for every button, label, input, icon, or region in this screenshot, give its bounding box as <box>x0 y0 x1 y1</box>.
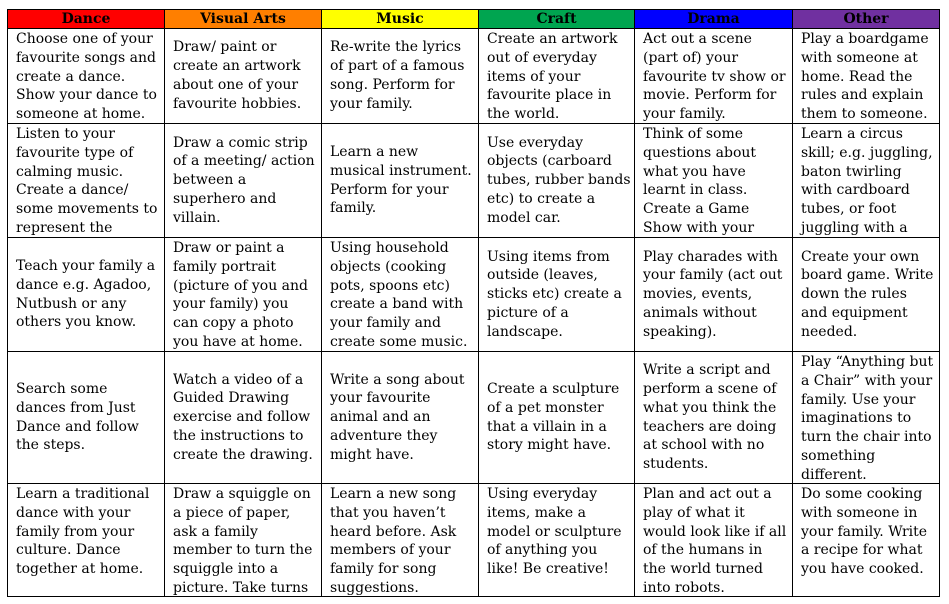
activity-grid <box>7 9 940 597</box>
cell-visual-arts-1 <box>165 29 322 124</box>
cell-music-5: Learn a new song that you haven’t heard before. Ask members of your family for song suggestions. <box>322 484 479 597</box>
cell-text: Listen to your favourite type of calming music. Create a dance/ some movements to represent the <box>16 126 158 236</box>
cell-text: Using items from outside (leaves, sticks etc) create a picture of a landscape. <box>487 248 622 340</box>
cell-craft-2 <box>479 124 635 238</box>
cell-text: Create your own board game. Write down the rules and equipment needed. <box>801 248 934 340</box>
cell-dance-1: Choose one of your favourite songs and create a dance. Show your dance to someone at home. <box>8 29 165 124</box>
cell-other-2: Learn a circus skill; e.g. juggling, baton twirling with cardboard tubes, or foot juggling with a <box>793 124 940 238</box>
cell-drama-2: Think of some questions about what you have learnt in class. Create a Game Show with your <box>635 124 793 238</box>
header-drama: Drama <box>635 10 793 29</box>
cell-dance-4 <box>8 352 165 484</box>
header-visual-arts: Visual Arts <box>165 10 322 29</box>
header-music: Music <box>322 10 479 29</box>
cell-text: Use everyday objects (carboard tubes, rubber bands etc) to create a model car. <box>487 134 631 226</box>
cell-drama-5: Plan and act out a play of what it would look like if all of the humans in the world turned into robots. <box>635 484 793 597</box>
header-craft: Craft <box>479 10 635 29</box>
cell-drama-4 <box>635 352 793 484</box>
header-dance: Dance <box>8 10 165 29</box>
cell-visual-arts-2 <box>165 124 322 238</box>
cell-dance-5: Learn a traditional dance with your family from your culture. Dance together at home. <box>8 484 165 597</box>
cell-text: Search some dances from Just Dance and follow the steps. <box>16 380 139 454</box>
cell-text: Draw a comic strip of a meeting/ action between a superhero and villain. <box>173 134 315 226</box>
cell-visual-arts-3: Draw or paint a family portrait (picture of you and your family) you can copy a photo you have at home. <box>165 238 322 352</box>
cell-visual-arts-4 <box>165 352 322 484</box>
cell-music-4 <box>322 352 479 484</box>
cell-text: Create a sculpture of a pet monster that a villain in a story might have. <box>487 380 620 454</box>
cell-other-5: Do some cooking with someone in your family. Write a recipe for what you have cooked. <box>793 484 940 597</box>
cell-drama-1: Act out a scene (part of) your favourite tv show or movie. Perform for your family. <box>635 29 793 124</box>
cell-text: Learn a new musical instrument. Perform for your family. <box>330 143 472 217</box>
cell-text: Watch a video of a Guided Drawing exercise and follow the instructions to create the drawing. <box>173 371 313 463</box>
cell-text: Write a script and perform a scene of what you think the teachers are doing at school with no students. <box>643 362 777 473</box>
cell-craft-4 <box>479 352 635 484</box>
cell-dance-2 <box>8 124 165 238</box>
cell-text: Play charades with your family (act out movies, events, animals without speaking). <box>643 248 783 340</box>
cell-text: Re-write the lyrics of part of a famous song. Perform for your family. <box>330 39 465 112</box>
cell-other-1: Play a boardgame with someone at home. Read the rules and explain them to someone. <box>793 29 940 124</box>
cell-other-3 <box>793 238 940 352</box>
cell-craft-1: Create an artwork out of everyday items of your favourite place in the world. <box>479 29 635 124</box>
cell-text: Draw/ paint or create an artwork about one of your favourite hobbies. <box>173 39 302 112</box>
cell-music-1 <box>322 29 479 124</box>
cell-dance-3 <box>8 238 165 352</box>
cell-text: Teach your family a dance e.g. Agadoo, Nutbush or any others you know. <box>16 257 156 331</box>
cell-craft-3 <box>479 238 635 352</box>
cell-other-4: Play “Anything but a Chair” with your family. Use your imaginations to turn the chair into something different. <box>793 352 940 484</box>
header-other: Other <box>793 10 940 29</box>
cell-music-2 <box>322 124 479 238</box>
cell-text: Write a song about your favourite animal and an adventure they might have. <box>330 371 465 463</box>
cell-drama-3 <box>635 238 793 352</box>
cell-craft-5: Using everyday items, make a model or sculpture of anything you like! Be creative! <box>479 484 635 597</box>
cell-visual-arts-5: Draw a squiggle on a piece of paper, ask a family member to turn the squiggle into a picture. Take turns <box>165 484 322 597</box>
cell-music-3: Using household objects (cooking pots, spoons etc) create a band with your family and create some music. <box>322 238 479 352</box>
